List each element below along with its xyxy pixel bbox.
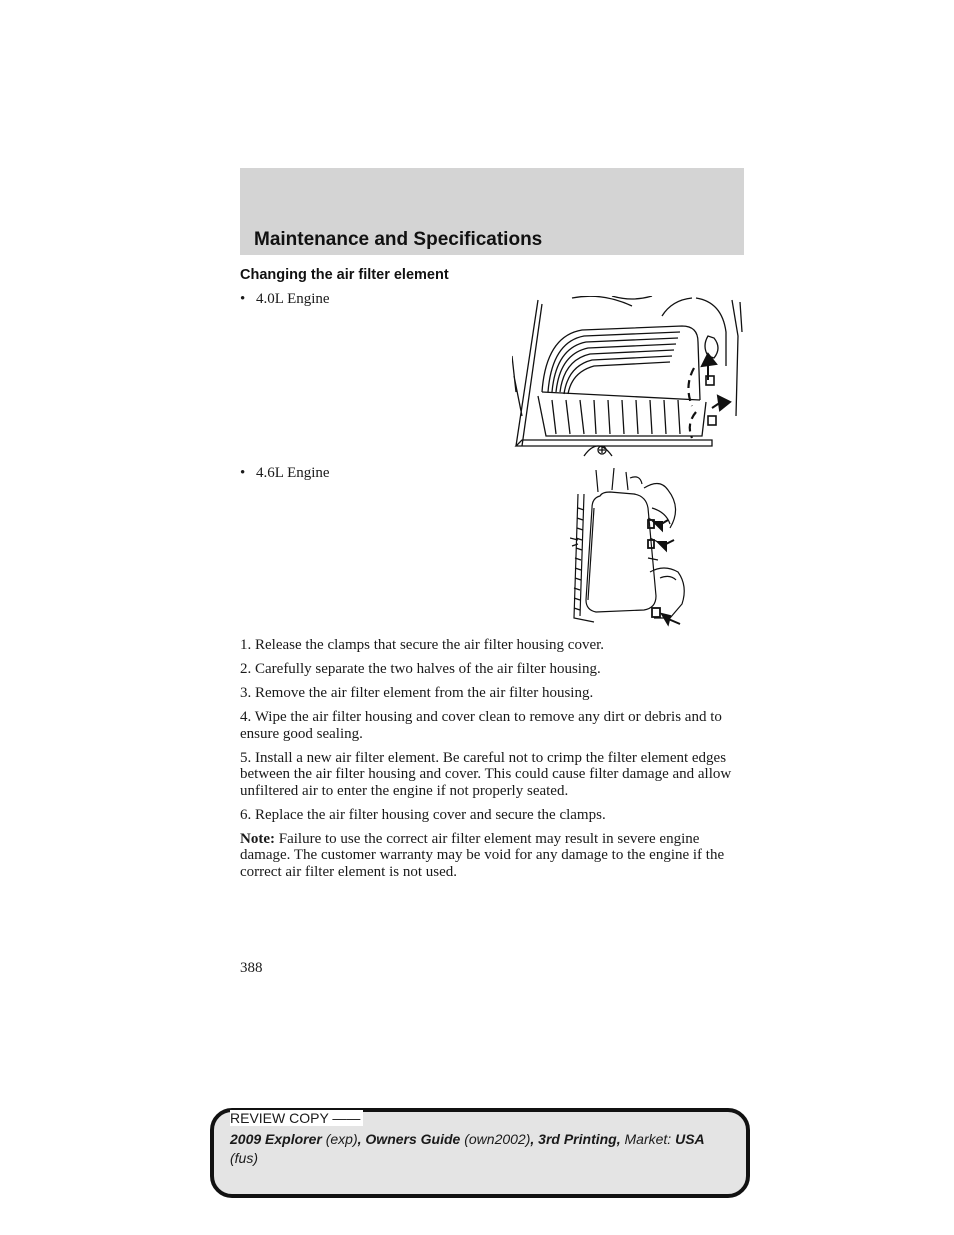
step-4: 4. Wipe the air filter housing and cover clean to remove any dirt or debris and to ensure good sealing.: [240, 709, 722, 742]
page-number: 388: [240, 960, 263, 976]
note-text: Failure to use the correct air filter element may result in severe engine damage. The customer warranty may be void for any damage to the engine if the correct air filter element is not used.: [240, 830, 725, 880]
engine-4-6l-air-filter-illustration: [570, 468, 692, 628]
footer-publication-info: [230, 1130, 730, 1168]
bullet-marker: •: [240, 291, 246, 307]
note-label: Note:: [240, 830, 275, 847]
footer-guide: , Owners Guide: [357, 1131, 461, 1147]
bullet-text: 4.6L Engine: [256, 465, 330, 481]
header-band: [240, 168, 744, 255]
step-3: 3. Remove the air filter element from the air filter housing.: [240, 685, 594, 701]
step-1: 1. Release the clamps that secure the air filter housing cover.: [240, 637, 605, 653]
engine-4-0l-air-filter-illustration: [512, 296, 744, 462]
note-paragraph: [240, 831, 746, 881]
step-2: 2. Carefully separate the two halves of the air filter housing.: [240, 661, 601, 677]
footer-model: 2009 Explorer: [230, 1131, 322, 1147]
bullet-marker: •: [240, 465, 246, 481]
page-title: Maintenance and Specifications: [254, 229, 543, 250]
footer-printing: , 3rd Printing,: [530, 1131, 621, 1147]
bullet-text: 4.0L Engine: [256, 291, 330, 307]
instruction-steps: [240, 637, 746, 888]
footer-review-label: REVIEW COPY ——: [230, 1110, 363, 1126]
footer-market-code: (fus): [230, 1150, 258, 1166]
bullet-4-6l-engine: [240, 465, 330, 482]
bullet-4-0l-engine: [240, 291, 330, 308]
footer-market-label: Market:: [620, 1131, 676, 1147]
step-6: 6. Replace the air filter housing cover and secure the clamps.: [240, 806, 606, 823]
section-heading: Changing the air filter element: [240, 267, 449, 283]
footer-guide-code: (own2002): [460, 1131, 531, 1147]
footer-model-code: (exp): [321, 1131, 358, 1147]
footer-market: USA: [675, 1131, 705, 1147]
step-5: 5. Install a new air filter element. Be careful not to crimp the filter element edges between the air filter housing and cover. This could cause filter damage and allow unfiltered air to enter the engine if not properly seated.: [240, 749, 732, 799]
